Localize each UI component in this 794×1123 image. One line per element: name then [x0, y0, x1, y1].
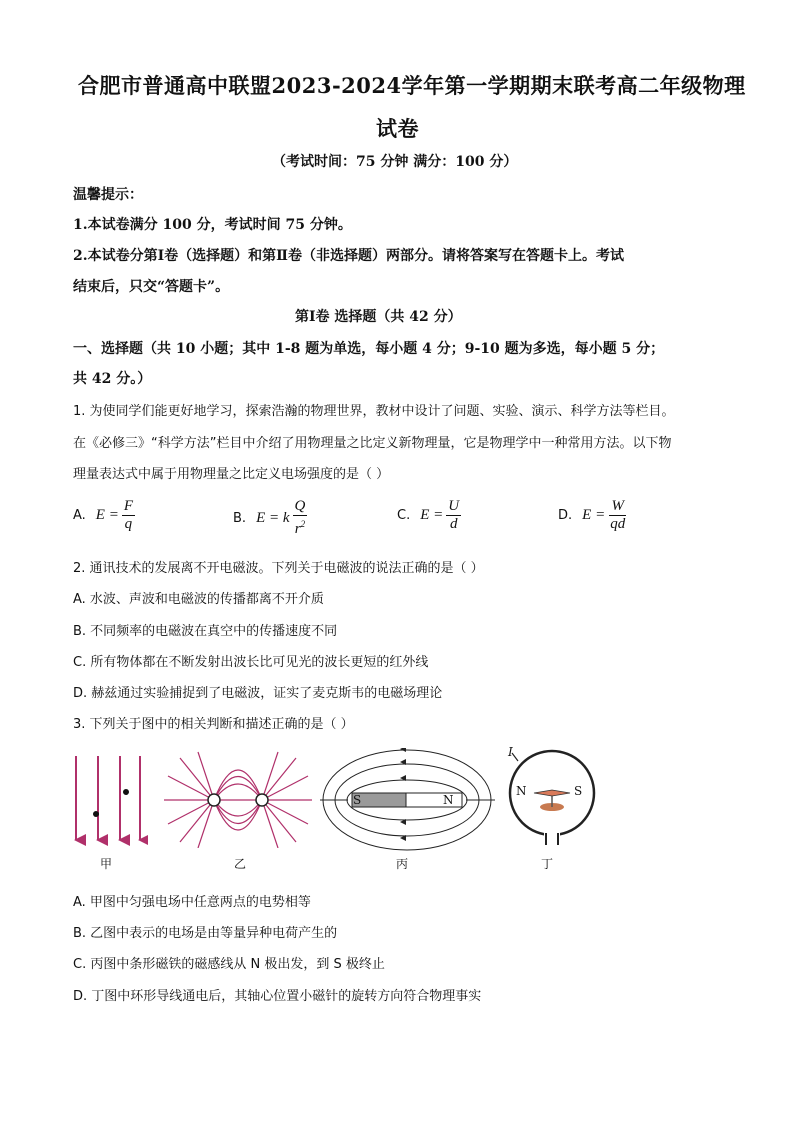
q3-option-a[interactable]: A. 甲图中匀强电场中任意两点的电势相等: [73, 895, 311, 910]
q2-option-c[interactable]: C. 所有物体都在不断发射出波长比可见光的波长更短的红外线: [73, 655, 429, 670]
q3-option-b[interactable]: B. 乙图中表示的电场是由等量异种电荷产生的: [73, 926, 338, 941]
point-b: [123, 789, 129, 795]
q1-option-d[interactable]: D. E = $\frac{W}{qd}$: [558, 498, 626, 532]
section-instruction: 一、选择题（共 10 小题；其中 1-8 题为单选，每小题 4 分；9-10 题为多选，每小题 5 分；: [73, 341, 665, 357]
q2-option-b[interactable]: B. 不同频率的电磁波在真空中的传播速度不同: [73, 624, 338, 639]
section-instruction-cont: 共 42 分。）: [73, 371, 152, 387]
charge-right: [256, 794, 268, 806]
needle-s-label: S: [574, 784, 583, 798]
caption-bing: 丙: [395, 857, 408, 871]
q1-option-b[interactable]: B. E = k $\frac{Q}{r^2}$: [233, 498, 306, 537]
compass-needle-icon: [534, 790, 570, 796]
figure-bar-magnet: [320, 748, 495, 853]
q1-option-c[interactable]: C. E = $\frac{U}{d}$: [397, 498, 460, 532]
caption-ding: 丁: [540, 857, 553, 871]
q2-option-a[interactable]: A. 水波、声波和电磁波的传播都离不开介质: [73, 592, 324, 607]
magnet-n-half: [406, 793, 462, 807]
point-a: [93, 811, 99, 817]
notice-heading: 温馨提示：: [73, 187, 143, 203]
q2-stem: 2. 通讯技术的发展离不开电磁波。下列关于电磁波的说法正确的是（ ）: [73, 561, 484, 576]
caption-jia: 甲: [99, 857, 112, 871]
notice-item-1: 1.本试卷满分 100 分，考试时间 75 分钟。: [73, 217, 352, 233]
needle-n-label: N: [516, 784, 527, 798]
figure-charges-field: [158, 748, 318, 848]
q1-option-a[interactable]: A. E = $\frac{F}{q}$: [73, 498, 134, 532]
charge-left: [208, 794, 220, 806]
figure-uniform-field: [68, 748, 148, 848]
q3-option-d[interactable]: D. 丁图中环形导线通电后，其轴心位置小磁针的旋转方向符合物理事实: [73, 989, 482, 1004]
current-label: I: [508, 745, 513, 759]
q1-stem-line3: 理量表达式中属于用物理量之比定义电场强度的是（ ）: [73, 467, 390, 482]
magnet-n-label: N: [443, 793, 454, 807]
section-title: 第Ⅰ卷 选择题（共 42 分）: [295, 309, 462, 325]
caption-yi: 乙: [233, 857, 246, 871]
page-title: 合肥市普通高中联盟2023-2024学年第一学期期末联考高二年级物理: [78, 73, 746, 98]
q3-option-c[interactable]: C. 丙图中条形磁铁的磁感线从 N 极出发，到 S 极终止: [73, 957, 385, 972]
q3-stem: 3. 下列关于图中的相关判断和描述正确的是（ ）: [73, 717, 354, 732]
notice-item-2: 2.本试卷分第Ⅰ卷（选择题）和第Ⅱ卷（非选择题）两部分。请将答案写在答题卡上。考试: [73, 248, 624, 264]
notice-item-2-cont: 结束后，只交“答题卡”。: [73, 279, 230, 295]
page-title-line2: 试卷: [376, 116, 419, 141]
q1-stem-line1: 1. 为使同学们能更好地学习，探索浩瀚的物理世界，教材中设计了问题、实验、演示、科学方法等栏目。: [73, 404, 675, 419]
exam-info: （考试时间：75 分钟 满分：100 分）: [272, 154, 518, 170]
magnet-s-label: S: [353, 793, 362, 807]
q2-option-d[interactable]: D. 赫兹通过实验捕捉到了电磁波，证实了麦克斯韦的电磁场理论: [73, 686, 443, 701]
q1-stem-line2: 在《必修三》“科学方法”栏目中介绍了用物理量之比定义新物理量，它是物理学中一种常用方法。以下物: [73, 436, 672, 451]
